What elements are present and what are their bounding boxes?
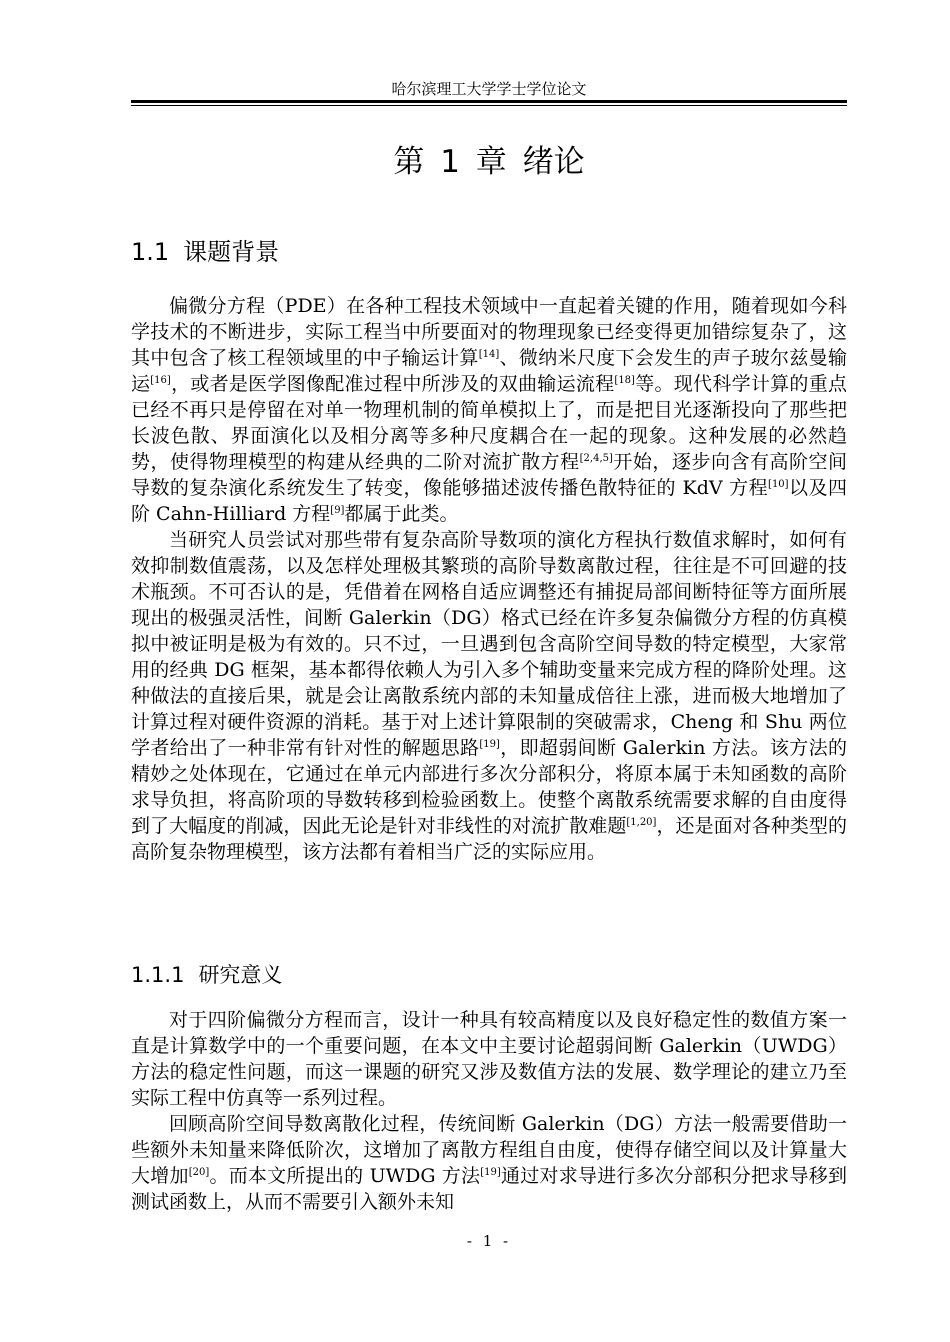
paragraph-text: 等。现代科学计算的重点已经不再只是停留在对单一物理机制的简单模拟上了，而是把目光逐渐投向了那些把长波色散、界面演化以及相分离等多种尺度耦合在一起的现象。这种发展的必然趋势，使得物理模型的构建从经典的二阶对流扩散方程	[131, 373, 847, 473]
citation-ref: [18]	[614, 375, 635, 386]
running-header: 哈尔滨理工大学学士学位论文	[391, 80, 587, 98]
citation-ref: [9]	[330, 505, 345, 516]
citation-ref: [16]	[150, 375, 171, 386]
paragraph-text: ，还是面对各种类型的高阶复杂物理模型，该方法都有着相当广泛的实际应用。	[131, 815, 847, 863]
header-rule-thin	[131, 105, 847, 106]
citation-ref: [19]	[479, 739, 500, 750]
body-paragraph	[131, 527, 847, 865]
section-body	[131, 293, 847, 865]
subsection-number: 1.1.1	[131, 963, 185, 987]
header-rule-thick	[131, 100, 847, 103]
subsection-body	[131, 1007, 847, 1215]
chapter-title: 第 1 章 绪论	[393, 144, 585, 180]
citation-ref: [10]	[768, 479, 789, 490]
paragraph-text: 对于四阶偏微分方程而言，设计一种具有较高精度以及良好稳定性的数值方案一直是计算数学中的一个重要问题，在本文中主要讨论超弱间断 Galerkin（UWDG）方法的稳定性问题，而这一课题的研究又涉及数值方法的发展、数学理论的建立乃至实际工程中仿真等一系列过程。	[131, 1009, 847, 1109]
section-title: 课题背景	[183, 238, 280, 266]
paragraph-text: 当研究人员尝试对那些带有复杂高阶导数项的演化方程执行数值求解时，如何有效抑制数值震荡，以及怎样处理极其繁琐的高阶导数离散过程，往往是不可回避的技术瓶颈。不可否认的是，凭借着在网格自适应调整还有捕捉局部间断特征等方面所展现出的极强灵活性，间断 Galerkin（DG）格式已经在许多复杂偏微分方程的仿真模拟中被证明是极为有效的。只不过，一旦遇到包含高阶空间导数的特定模型，大家常用的经典 DG 框架，基本都得依赖人为引入多个辅助变量来完成方程的降阶处理。这种做法的直接后果，就是会让离散系统内部的未知量成倍往上涨，进而极大地增加了计算过程对硬件资源的消耗。基于对上述计算限制的突破需求，Cheng 和 Shu 两位学者给出了一种非常有针对性的解题思路	[131, 529, 847, 759]
citation-ref: [2,4,5]	[579, 453, 613, 464]
paragraph-text: 回顾高阶空间导数离散化过程，传统间断 Galerkin（DG）方法一般需要借助一些额外未知量来降低阶次，这增加了离散方程组自由度，使得存储空间以及计算量大大增加	[131, 1113, 847, 1187]
paragraph-text: ，即超弱间断 Galerkin 方法。该方法的精妙之处体现在，它通过在单元内部进行多次分部积分，将原本属于未知函数的高阶求导负担，将高阶项的导数转移到检验函数上。使整个离散系统需要求解的自由度得到了大幅度的削减，因此无论是针对非线性的对流扩散难题	[131, 737, 847, 837]
paragraph-text: 通过对求导进行多次分部积分把求导移到测试函数上，从而不需要引入额外未知	[131, 1165, 847, 1213]
paragraph-text: 、微纳米尺度下会发生的声子玻尔兹曼输运	[131, 347, 847, 395]
citation-ref: [14]	[478, 349, 500, 360]
paragraph-text: ，或者是医学图像配准过程中所涉及的双曲输运流程	[170, 373, 615, 395]
subsection-heading	[131, 960, 282, 990]
body-paragraph	[131, 1111, 847, 1215]
citation-ref: [19]	[480, 1167, 501, 1178]
paragraph-text: 开始，逐步向含有高阶空间导数的复杂演化系统发生了转变，像能够描述波传播色散特征的 KdV 方程	[131, 451, 847, 499]
paragraph-text: 都属于此类。	[344, 503, 459, 525]
page-number: - 1 -	[466, 1232, 512, 1250]
section-number: 1.1	[131, 238, 170, 266]
section-heading	[131, 236, 279, 268]
body-paragraph	[131, 1007, 847, 1111]
subsection-title: 研究意义	[198, 963, 283, 987]
paragraph-text: 。而本文所提出的 UWDG 方法	[209, 1165, 481, 1187]
paragraph-text: 以及四阶 Cahn-Hilliard 方程	[131, 477, 847, 525]
citation-ref: [20]	[188, 1167, 210, 1178]
paragraph-text: 偏微分方程（PDE）在各种工程技术领域中一直起着关键的作用，随着现如今科学技术的不断进步，实际工程当中所要面对的物理现象已经变得更加错综复杂了，这其中包含了核工程领域里的中子输运计算	[131, 295, 847, 369]
body-paragraph	[131, 293, 847, 527]
citation-ref: [1,20]	[626, 817, 657, 828]
